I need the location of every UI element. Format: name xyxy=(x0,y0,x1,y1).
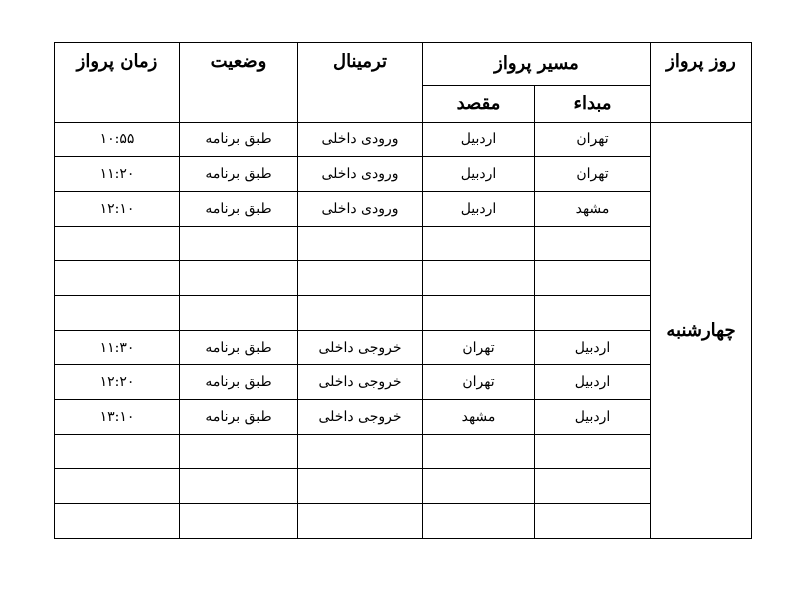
flight-time-cell: ۱۲:۱۰ xyxy=(55,191,180,226)
header-flight-route: مسیر پرواز xyxy=(423,43,651,86)
header-destination: مقصد xyxy=(423,85,535,122)
status-cell xyxy=(180,504,298,539)
origin-cell xyxy=(535,261,651,296)
terminal-cell: ورودی داخلی xyxy=(298,157,423,192)
flight-time-cell xyxy=(55,504,180,539)
destination-cell: تهران xyxy=(423,365,535,400)
terminal-cell xyxy=(298,226,423,261)
status-cell: طبق برنامه xyxy=(180,330,298,365)
table-row xyxy=(55,261,752,296)
header-origin: مبداء xyxy=(535,85,651,122)
origin-cell xyxy=(535,226,651,261)
table-row xyxy=(55,191,752,226)
flight-day-cell: چهارشنبه xyxy=(651,122,752,538)
terminal-cell xyxy=(298,296,423,331)
flight-time-cell xyxy=(55,434,180,469)
destination-cell: اردبیل xyxy=(423,191,535,226)
flight-time-cell xyxy=(55,261,180,296)
flight-time-cell xyxy=(55,469,180,504)
origin-cell: تهران xyxy=(535,122,651,157)
table-row xyxy=(55,122,752,157)
status-cell: طبق برنامه xyxy=(180,157,298,192)
flight-time-cell: ۱۳:۱۰ xyxy=(55,400,180,435)
destination-cell xyxy=(423,296,535,331)
header-terminal: ترمینال xyxy=(298,43,423,123)
origin-cell: اردبیل xyxy=(535,330,651,365)
terminal-cell xyxy=(298,261,423,296)
status-cell xyxy=(180,226,298,261)
destination-cell: اردبیل xyxy=(423,157,535,192)
table-row xyxy=(55,469,752,504)
status-cell: طبق برنامه xyxy=(180,365,298,400)
terminal-cell: خروجی داخلی xyxy=(298,400,423,435)
destination-cell xyxy=(423,261,535,296)
table-row xyxy=(55,365,752,400)
terminal-cell xyxy=(298,504,423,539)
origin-cell: مشهد xyxy=(535,191,651,226)
table-row xyxy=(55,400,752,435)
terminal-cell: خروجی داخلی xyxy=(298,365,423,400)
destination-cell xyxy=(423,469,535,504)
header-flight-day: روز پرواز xyxy=(651,43,752,123)
origin-cell: تهران xyxy=(535,157,651,192)
terminal-cell xyxy=(298,434,423,469)
origin-cell xyxy=(535,504,651,539)
origin-cell xyxy=(535,469,651,504)
flight-schedule-table xyxy=(54,42,752,539)
header-flight-time: زمان پرواز xyxy=(55,43,180,123)
terminal-cell: ورودی داخلی xyxy=(298,191,423,226)
destination-cell: اردبیل xyxy=(423,122,535,157)
flight-time-cell xyxy=(55,226,180,261)
table-row xyxy=(55,296,752,331)
destination-cell: مشهد xyxy=(423,400,535,435)
terminal-cell: خروجی داخلی xyxy=(298,330,423,365)
origin-cell xyxy=(535,296,651,331)
header-status: وضعیت xyxy=(180,43,298,123)
status-cell: طبق برنامه xyxy=(180,122,298,157)
status-cell: طبق برنامه xyxy=(180,400,298,435)
flight-time-cell: ۱۲:۲۰ xyxy=(55,365,180,400)
terminal-cell: ورودی داخلی xyxy=(298,122,423,157)
table-row xyxy=(55,434,752,469)
origin-cell xyxy=(535,434,651,469)
destination-cell xyxy=(423,504,535,539)
flight-time-cell: ۱۱:۲۰ xyxy=(55,157,180,192)
status-cell xyxy=(180,434,298,469)
terminal-cell xyxy=(298,469,423,504)
status-cell xyxy=(180,296,298,331)
table-row xyxy=(55,226,752,261)
table-row xyxy=(55,157,752,192)
destination-cell: تهران xyxy=(423,330,535,365)
origin-cell: اردبیل xyxy=(535,365,651,400)
table-row xyxy=(55,330,752,365)
table-row xyxy=(55,504,752,539)
destination-cell xyxy=(423,226,535,261)
status-cell xyxy=(180,469,298,504)
status-cell xyxy=(180,261,298,296)
flight-time-cell xyxy=(55,296,180,331)
destination-cell xyxy=(423,434,535,469)
flight-time-cell: ۱۰:۵۵ xyxy=(55,122,180,157)
origin-cell: اردبیل xyxy=(535,400,651,435)
flight-time-cell: ۱۱:۳۰ xyxy=(55,330,180,365)
status-cell: طبق برنامه xyxy=(180,191,298,226)
